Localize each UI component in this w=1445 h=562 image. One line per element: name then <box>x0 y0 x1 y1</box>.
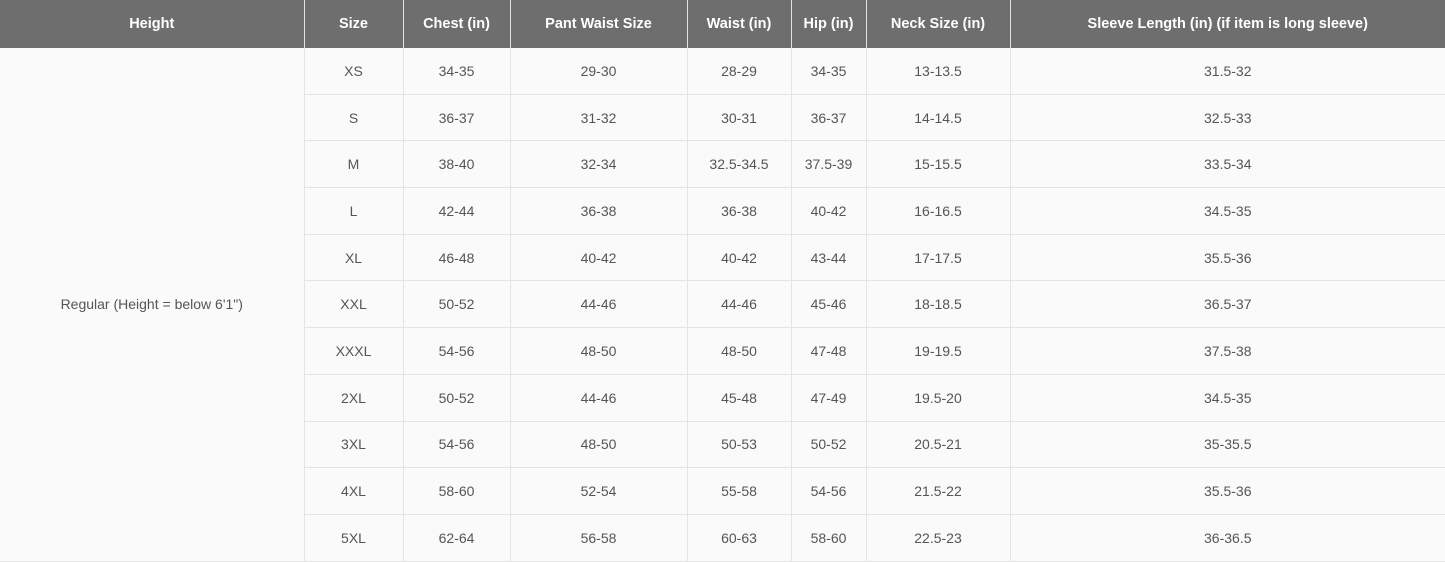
pant-waist-cell: 36-38 <box>510 188 687 235</box>
size-cell: S <box>304 94 403 141</box>
size-cell: 5XL <box>304 514 403 561</box>
neck-cell: 17-17.5 <box>866 234 1010 281</box>
neck-cell: 18-18.5 <box>866 281 1010 328</box>
sleeve-cell: 36.5-37 <box>1010 281 1445 328</box>
neck-cell: 16-16.5 <box>866 188 1010 235</box>
pant-waist-cell: 32-34 <box>510 141 687 188</box>
size-cell: 3XL <box>304 421 403 468</box>
column-header-sleeve: Sleeve Length (in) (if item is long sleeve) <box>1010 0 1445 48</box>
chest-cell: 58-60 <box>403 468 510 515</box>
hip-cell: 37.5-39 <box>791 141 866 188</box>
chest-cell: 34-35 <box>403 48 510 94</box>
hip-cell: 43-44 <box>791 234 866 281</box>
chest-cell: 54-56 <box>403 328 510 375</box>
sleeve-cell: 35.5-36 <box>1010 468 1445 515</box>
table-body <box>0 48 1445 561</box>
hip-cell: 47-49 <box>791 374 866 421</box>
pant-waist-cell: 29-30 <box>510 48 687 94</box>
size-cell: M <box>304 141 403 188</box>
header-row <box>0 0 1445 48</box>
size-cell: XXXL <box>304 328 403 375</box>
pant-waist-cell: 52-54 <box>510 468 687 515</box>
waist-cell: 40-42 <box>687 234 791 281</box>
chest-cell: 46-48 <box>403 234 510 281</box>
size-cell: XL <box>304 234 403 281</box>
pant-waist-cell: 48-50 <box>510 328 687 375</box>
sleeve-cell: 31.5-32 <box>1010 48 1445 94</box>
waist-cell: 30-31 <box>687 94 791 141</box>
sleeve-cell: 32.5-33 <box>1010 94 1445 141</box>
sleeve-cell: 33.5-34 <box>1010 141 1445 188</box>
column-header-hip: Hip (in) <box>791 0 866 48</box>
hip-cell: 47-48 <box>791 328 866 375</box>
hip-cell: 50-52 <box>791 421 866 468</box>
chest-cell: 38-40 <box>403 141 510 188</box>
pant-waist-cell: 40-42 <box>510 234 687 281</box>
chest-cell: 50-52 <box>403 281 510 328</box>
waist-cell: 48-50 <box>687 328 791 375</box>
neck-cell: 21.5-22 <box>866 468 1010 515</box>
column-header-waist: Waist (in) <box>687 0 791 48</box>
waist-cell: 44-46 <box>687 281 791 328</box>
pant-waist-cell: 44-46 <box>510 281 687 328</box>
table-header <box>0 0 1445 48</box>
waist-cell: 50-53 <box>687 421 791 468</box>
height-group-cell: Regular (Height = below 6'1") <box>0 48 304 561</box>
neck-cell: 14-14.5 <box>866 94 1010 141</box>
column-header-neck: Neck Size (in) <box>866 0 1010 48</box>
waist-cell: 45-48 <box>687 374 791 421</box>
pant-waist-cell: 48-50 <box>510 421 687 468</box>
chest-cell: 54-56 <box>403 421 510 468</box>
size-cell: 2XL <box>304 374 403 421</box>
size-cell: XS <box>304 48 403 94</box>
hip-cell: 34-35 <box>791 48 866 94</box>
column-header-size: Size <box>304 0 403 48</box>
sleeve-cell: 34.5-35 <box>1010 188 1445 235</box>
waist-cell: 32.5-34.5 <box>687 141 791 188</box>
sleeve-cell: 37.5-38 <box>1010 328 1445 375</box>
sleeve-cell: 35.5-36 <box>1010 234 1445 281</box>
sleeve-cell: 35-35.5 <box>1010 421 1445 468</box>
column-header-height: Height <box>0 0 304 48</box>
column-header-chest: Chest (in) <box>403 0 510 48</box>
waist-cell: 28-29 <box>687 48 791 94</box>
hip-cell: 45-46 <box>791 281 866 328</box>
pant-waist-cell: 31-32 <box>510 94 687 141</box>
waist-cell: 60-63 <box>687 514 791 561</box>
chest-cell: 62-64 <box>403 514 510 561</box>
size-cell: L <box>304 188 403 235</box>
chest-cell: 50-52 <box>403 374 510 421</box>
sleeve-cell: 36-36.5 <box>1010 514 1445 561</box>
table-row <box>0 48 1445 94</box>
neck-cell: 22.5-23 <box>866 514 1010 561</box>
neck-cell: 15-15.5 <box>866 141 1010 188</box>
chest-cell: 36-37 <box>403 94 510 141</box>
neck-cell: 20.5-21 <box>866 421 1010 468</box>
size-cell: XXL <box>304 281 403 328</box>
waist-cell: 55-58 <box>687 468 791 515</box>
pant-waist-cell: 44-46 <box>510 374 687 421</box>
hip-cell: 36-37 <box>791 94 866 141</box>
hip-cell: 58-60 <box>791 514 866 561</box>
pant-waist-cell: 56-58 <box>510 514 687 561</box>
waist-cell: 36-38 <box>687 188 791 235</box>
neck-cell: 19-19.5 <box>866 328 1010 375</box>
column-header-pant-waist: Pant Waist Size <box>510 0 687 48</box>
neck-cell: 19.5-20 <box>866 374 1010 421</box>
hip-cell: 54-56 <box>791 468 866 515</box>
chest-cell: 42-44 <box>403 188 510 235</box>
hip-cell: 40-42 <box>791 188 866 235</box>
size-cell: 4XL <box>304 468 403 515</box>
sleeve-cell: 34.5-35 <box>1010 374 1445 421</box>
neck-cell: 13-13.5 <box>866 48 1010 94</box>
